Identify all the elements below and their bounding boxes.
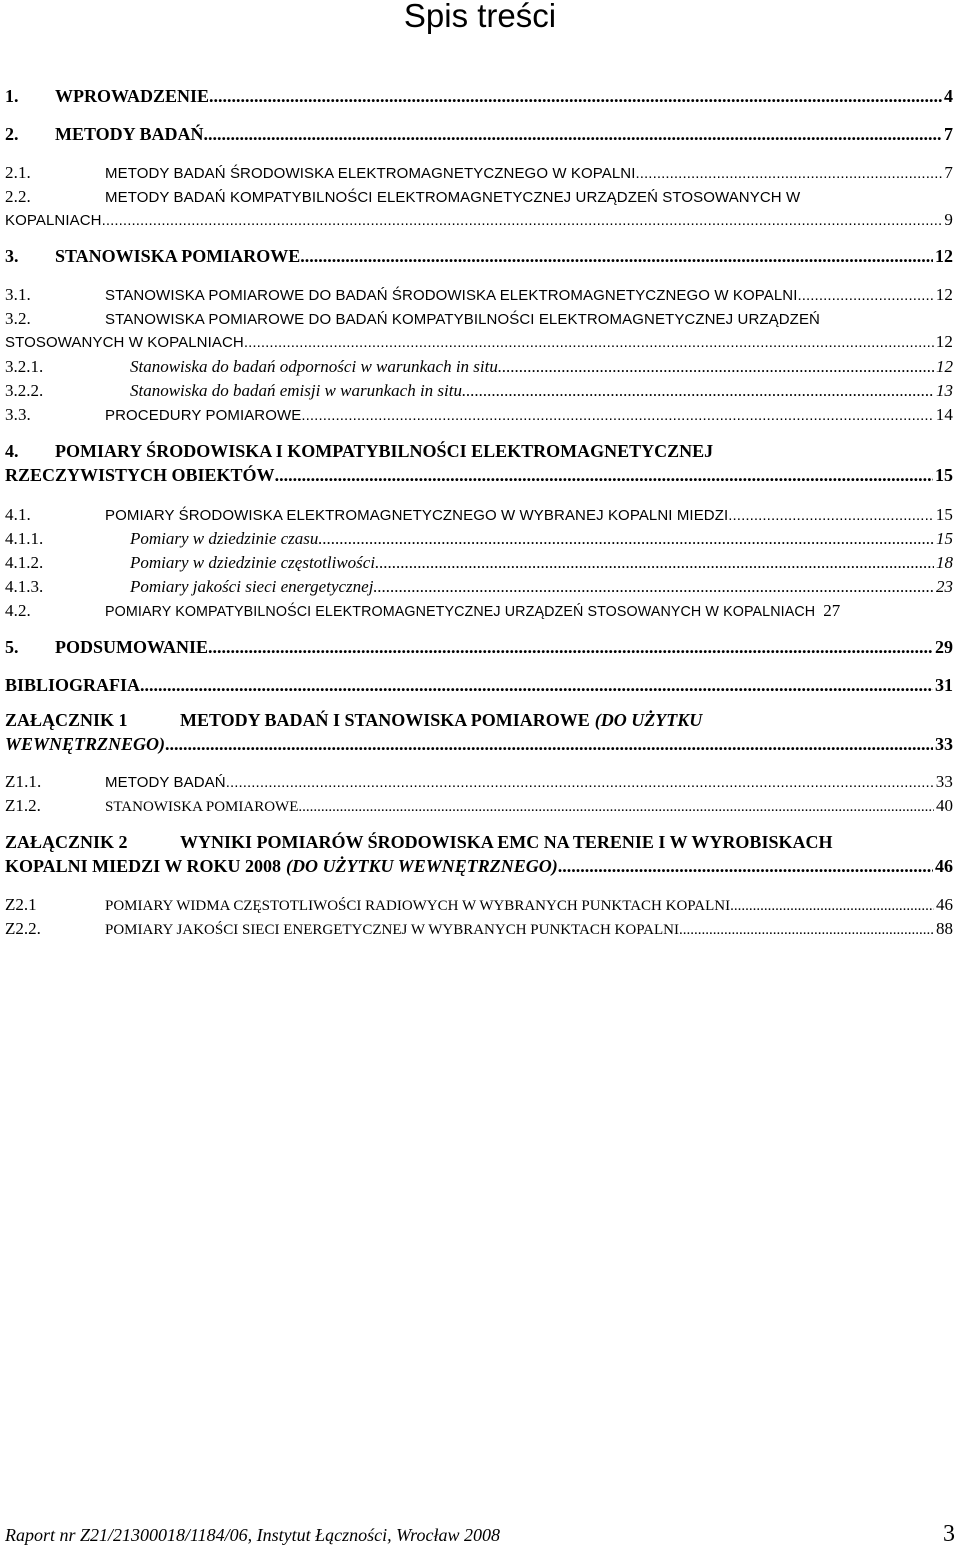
toc-text: WYNIKI POMIARÓW ŚRODOWISKA EMC NA TERENIE I W WYROBISKACH: [180, 832, 833, 852]
toc-text: Pomiary jakości sieci energetycznej: [130, 577, 374, 596]
toc-page: 31: [935, 675, 953, 695]
page-title: Spis treści: [403, 0, 557, 34]
toc-number: Z1.1.: [5, 772, 42, 791]
dot-leader: [102, 212, 943, 229]
toc-entry-metody-badan[interactable]: [5, 124, 953, 145]
toc-text: POMIARY ŚRODOWISKA I KOMPATYBILNOŚCI ELEKTROMAGNETYCZNEJ: [55, 441, 714, 461]
toc-entry-4-1-1[interactable]: [5, 529, 953, 549]
toc-number: Z2.1: [5, 895, 37, 914]
dot-leader: [636, 165, 943, 182]
toc-number: 4.1.2.: [5, 553, 44, 572]
toc-number: 5.: [5, 637, 19, 657]
toc-number: 2.1.: [5, 163, 31, 182]
toc-text: Pomiary w dziedzinie czasu: [130, 529, 319, 548]
toc-text: Stanowiska do badań odporności w warunkach in situ: [130, 357, 498, 376]
toc-page: 40: [936, 796, 953, 815]
toc-text: Pomiary w dziedzinie częstotliwości: [130, 553, 376, 572]
toc-page: 33: [935, 772, 953, 791]
toc-page: 15: [936, 529, 953, 548]
toc-entry-zalacznik-2[interactable]: [5, 832, 953, 853]
toc-number: 2.: [5, 124, 19, 144]
toc-number: Z2.2.: [5, 919, 41, 938]
toc-entry-z1-1[interactable]: [5, 772, 953, 792]
toc-entry-zalacznik-1[interactable]: [5, 710, 953, 731]
dot-leader: [679, 922, 934, 939]
toc-text: POMIARY WIDMA CZĘSTOTLIWOŚCI RADIOWYCH W WYBRANYCH PUNKTACH KOPALNI: [105, 898, 731, 914]
dot-leader: [204, 124, 942, 145]
toc-page: 13: [936, 381, 953, 400]
toc-text: BIBLIOGRAFIA: [5, 675, 141, 695]
toc-text: METODY BADAŃ ŚRODOWISKA ELEKTROMAGNETYCZNEGO W KOPALNI: [105, 165, 636, 182]
toc-text-italic: (DO UŻYTKU WEWNĘTRZNEGO): [286, 856, 558, 876]
dot-leader: [373, 577, 934, 597]
toc-text: METODY BADAŃ KOMPATYBILNOŚCI ELEKTROMAGNETYCZNEJ URZĄDZEŃ STOSOWANYCH W: [105, 189, 801, 206]
toc-number: 3.: [5, 246, 19, 266]
toc-page: 46: [935, 856, 953, 876]
toc-number: 2.2.: [5, 187, 31, 206]
toc-entry-z1-2[interactable]: [5, 796, 953, 816]
toc-entry-3-2-cont[interactable]: [5, 332, 953, 352]
toc-text: POMIARY ŚRODOWISKA ELEKTROMAGNETYCZNEGO W WYBRANEJ KOPALNI MIEDZI: [105, 507, 729, 524]
toc-entry-3-2[interactable]: [5, 309, 953, 329]
toc-number: 4.: [5, 441, 19, 461]
dot-leader: [301, 407, 933, 424]
footer-page-number: 3: [943, 1521, 955, 1547]
toc-text: METODY BADAŃ: [55, 124, 204, 144]
dot-leader: [375, 553, 934, 573]
toc-entry-bibliografia[interactable]: [5, 675, 953, 696]
toc-entry-3-2-1[interactable]: [5, 357, 953, 377]
dot-leader: [140, 675, 933, 696]
toc-text: Stanowiska do badań emisji w warunkach in situ: [130, 381, 462, 400]
toc-entry-zalacznik-1-cont[interactable]: [5, 734, 953, 755]
toc-page: 14: [935, 405, 953, 424]
dot-leader: [318, 529, 934, 549]
dot-leader: [165, 734, 933, 755]
toc-entry-2-2-cont[interactable]: [5, 210, 953, 230]
toc-number: 3.2.: [5, 309, 31, 328]
toc-number: 3.1.: [5, 285, 31, 304]
toc-text: KOPALNI MIEDZI W ROKU 2008: [5, 856, 282, 876]
toc-entry-4-1-2[interactable]: [5, 553, 953, 573]
toc-page: 23: [936, 577, 953, 596]
toc-entry-pomiary-srodowiska-cont[interactable]: [5, 465, 953, 486]
dot-leader: [208, 637, 933, 658]
toc-page: 12: [936, 357, 953, 376]
toc-number: 3.3.: [5, 405, 31, 424]
toc-page: 27: [823, 601, 841, 620]
toc-text: POMIARY KOMPATYBILNOŚCI ELEKTROMAGNETYCZNEJ URZĄDZEŃ STOSOWANYCH W KOPALNIACH: [105, 604, 816, 620]
toc-number: 3.2.1.: [5, 357, 44, 376]
toc-number: 1.: [5, 86, 19, 106]
dot-leader: [498, 357, 934, 377]
toc-text: PROCEDURY POMIAROWE: [105, 407, 302, 424]
dot-leader: [244, 334, 934, 351]
toc-text-italic: (DO UŻYTKU: [594, 710, 703, 730]
toc-page: 12: [935, 285, 953, 304]
toc-text: STANOWISKA POMIAROWE DO BADAŃ KOMPATYBILNOŚCI ELEKTROMAGNETYCZNEJ URZĄDZEŃ: [105, 311, 820, 328]
toc-page: 46: [936, 895, 953, 914]
toc-page: 9: [944, 210, 953, 229]
toc-page: 88: [936, 919, 953, 938]
toc-number: 4.1.1.: [5, 529, 44, 548]
toc-entry-4-1[interactable]: [5, 505, 953, 525]
dot-leader: [275, 465, 933, 486]
toc-number: 4.2.: [5, 601, 31, 620]
toc-entry-stanowiska-pomiarowe[interactable]: [5, 246, 953, 267]
toc-text: STANOWISKA POMIAROWE DO BADAŃ ŚRODOWISKA ELEKTROMAGNETYCZNEGO W KOPALNI: [105, 287, 798, 304]
toc-text-italic: WEWNĘTRZNEGO): [5, 734, 166, 754]
toc-entry-3-3[interactable]: [5, 405, 953, 425]
toc-entry-podsumowanie[interactable]: [5, 637, 953, 658]
toc-text: STOSOWANYCH W KOPALNIACH: [5, 334, 244, 351]
toc-entry-4-1-3[interactable]: [5, 577, 953, 597]
dot-leader: [730, 898, 934, 915]
footer-report-info: Raport nr Z21/21300018/1184/06, Instytut Łączności, Wrocław 2008: [5, 1525, 501, 1545]
toc-entry-wprowadzenie[interactable]: [5, 86, 953, 107]
toc-text: METODY BADAŃ I STANOWISKA POMIAROWE: [180, 710, 590, 730]
toc-entry-z2-2[interactable]: [5, 919, 953, 939]
dot-leader: [797, 287, 933, 304]
toc-entry-4-2[interactable]: [5, 601, 953, 621]
toc-number: Z1.2.: [5, 796, 41, 815]
toc-entry-2-1[interactable]: [5, 163, 953, 183]
toc-page: 18: [936, 553, 953, 572]
toc-number: 4.1.3.: [5, 577, 44, 596]
toc-text: METODY BADAŃ: [105, 774, 226, 791]
toc-page: 33: [935, 734, 953, 754]
dot-leader: [728, 507, 934, 524]
toc-entry-pomiary-srodowiska[interactable]: [5, 441, 953, 462]
toc-page: 15: [935, 465, 953, 485]
dot-leader: [209, 86, 942, 107]
toc-text: PODSUMOWANIE: [55, 637, 209, 657]
toc-text: STANOWISKA POMIAROWE: [105, 799, 299, 815]
toc-page: 12: [935, 246, 953, 266]
toc-entry-zalacznik-2-cont[interactable]: [5, 856, 953, 877]
toc-entry-2-2[interactable]: [5, 187, 953, 207]
toc-text: WPROWADZENIE: [55, 86, 210, 106]
dot-leader: [462, 381, 934, 401]
toc-text: POMIARY JAKOŚCI SIECI ENERGETYCZNEJ W WYBRANYCH PUNKTACH KOPALNI: [105, 922, 679, 938]
toc-text: KOPALNIACH: [5, 212, 102, 229]
toc-page: 29: [935, 637, 953, 657]
toc-page: 7: [944, 124, 953, 144]
toc-number: 3.2.2.: [5, 381, 44, 400]
toc-page: 15: [935, 505, 953, 524]
dot-leader: [300, 246, 933, 267]
toc-text: STANOWISKA POMIAROWE: [55, 246, 301, 266]
toc-number: ZAŁĄCZNIK 2: [5, 832, 128, 852]
toc-entry-3-2-2[interactable]: [5, 381, 953, 401]
toc-page: 12: [935, 332, 953, 351]
toc-number: ZAŁĄCZNIK 1: [5, 710, 128, 730]
toc-entry-3-1[interactable]: [5, 285, 953, 305]
toc-page: 4: [944, 86, 953, 106]
page-footer: [5, 1521, 955, 1548]
dot-leader: [558, 856, 933, 877]
toc-entry-z2-1[interactable]: [5, 895, 953, 915]
toc-page: 7: [944, 163, 953, 182]
toc-text: RZECZYWISTYCH OBIEKTÓW: [5, 465, 275, 485]
toc-number: 4.1.: [5, 505, 31, 524]
dot-leader: [226, 774, 934, 791]
dot-leader: [298, 799, 934, 816]
